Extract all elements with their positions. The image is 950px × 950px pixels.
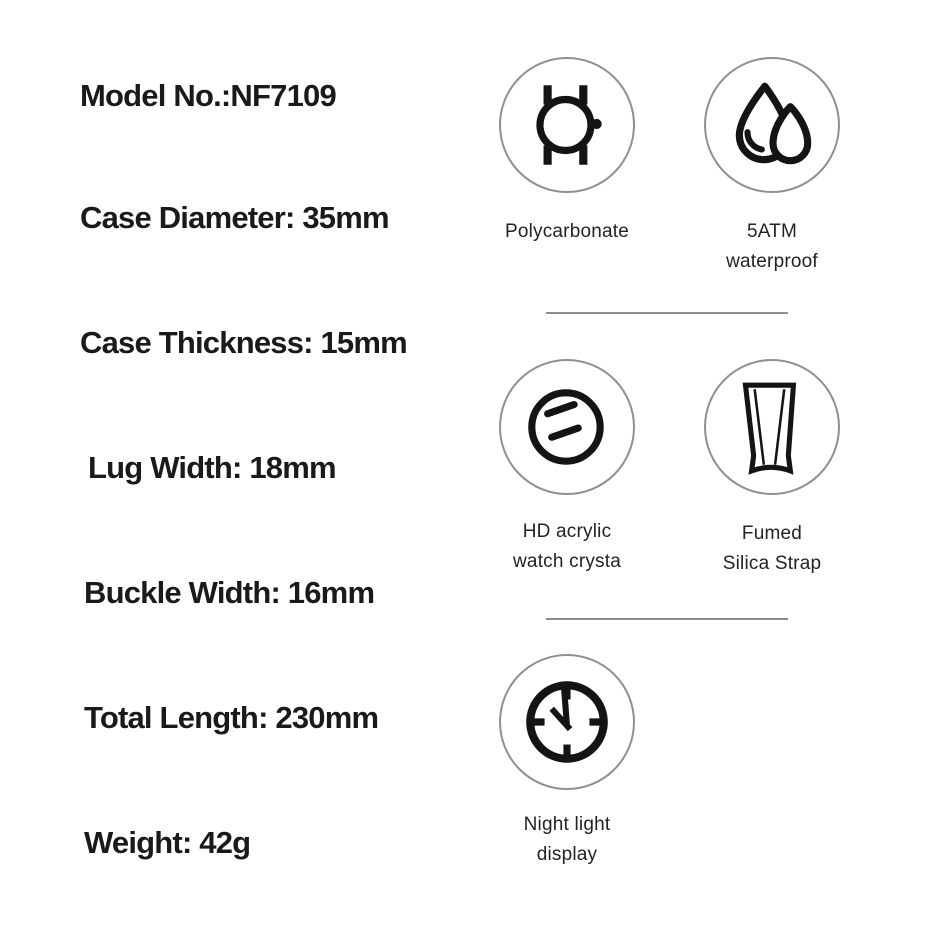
feature-strap-material <box>662 359 882 579</box>
feature-label-line: HD acrylic <box>522 521 612 542</box>
feature-ring <box>704 57 840 193</box>
water-drops-icon <box>721 74 823 176</box>
divider <box>546 618 788 620</box>
watch-case-icon <box>516 74 618 176</box>
spec-case-thickness: Case Thickness: 15mm <box>80 325 407 360</box>
spec-model-no: Model No.:NF7109 <box>80 78 336 113</box>
feature-ring <box>499 57 635 193</box>
spec-lug-width: Lug Width: 18mm <box>88 450 336 485</box>
silica-strap-icon <box>721 376 823 478</box>
spec-buckle-width: Buckle Width: 16mm <box>84 575 375 610</box>
feature-label-line: waterproof <box>726 251 818 272</box>
feature-case-material <box>457 57 677 247</box>
feature-night-light <box>457 654 677 870</box>
feature-label <box>457 517 677 577</box>
feature-watch-crystal <box>457 359 677 577</box>
clock-icon <box>516 671 618 773</box>
spec-case-diameter: Case Diameter: 35mm <box>80 200 389 235</box>
feature-waterproof <box>662 57 882 277</box>
feature-label-line: display <box>536 844 598 865</box>
spec-total-length: Total Length: 230mm <box>84 700 379 735</box>
feature-label-line: Night light <box>523 814 611 835</box>
divider <box>546 312 788 314</box>
feature-label-line: watch crysta <box>513 551 621 572</box>
feature-ring <box>499 654 635 790</box>
spec-weight: Weight: 42g <box>84 825 251 860</box>
feature-label <box>457 810 677 870</box>
feature-label-line: Fumed <box>741 523 803 544</box>
acrylic-crystal-icon <box>516 376 618 478</box>
feature-label <box>662 217 882 277</box>
feature-ring <box>704 359 840 495</box>
feature-label <box>662 519 882 579</box>
feature-ring <box>499 359 635 495</box>
feature-label-line: Polycarbonate <box>504 221 630 242</box>
feature-label-line: Silica Strap <box>722 553 822 574</box>
feature-label-line: 5ATM <box>746 221 798 242</box>
feature-label <box>457 217 677 247</box>
